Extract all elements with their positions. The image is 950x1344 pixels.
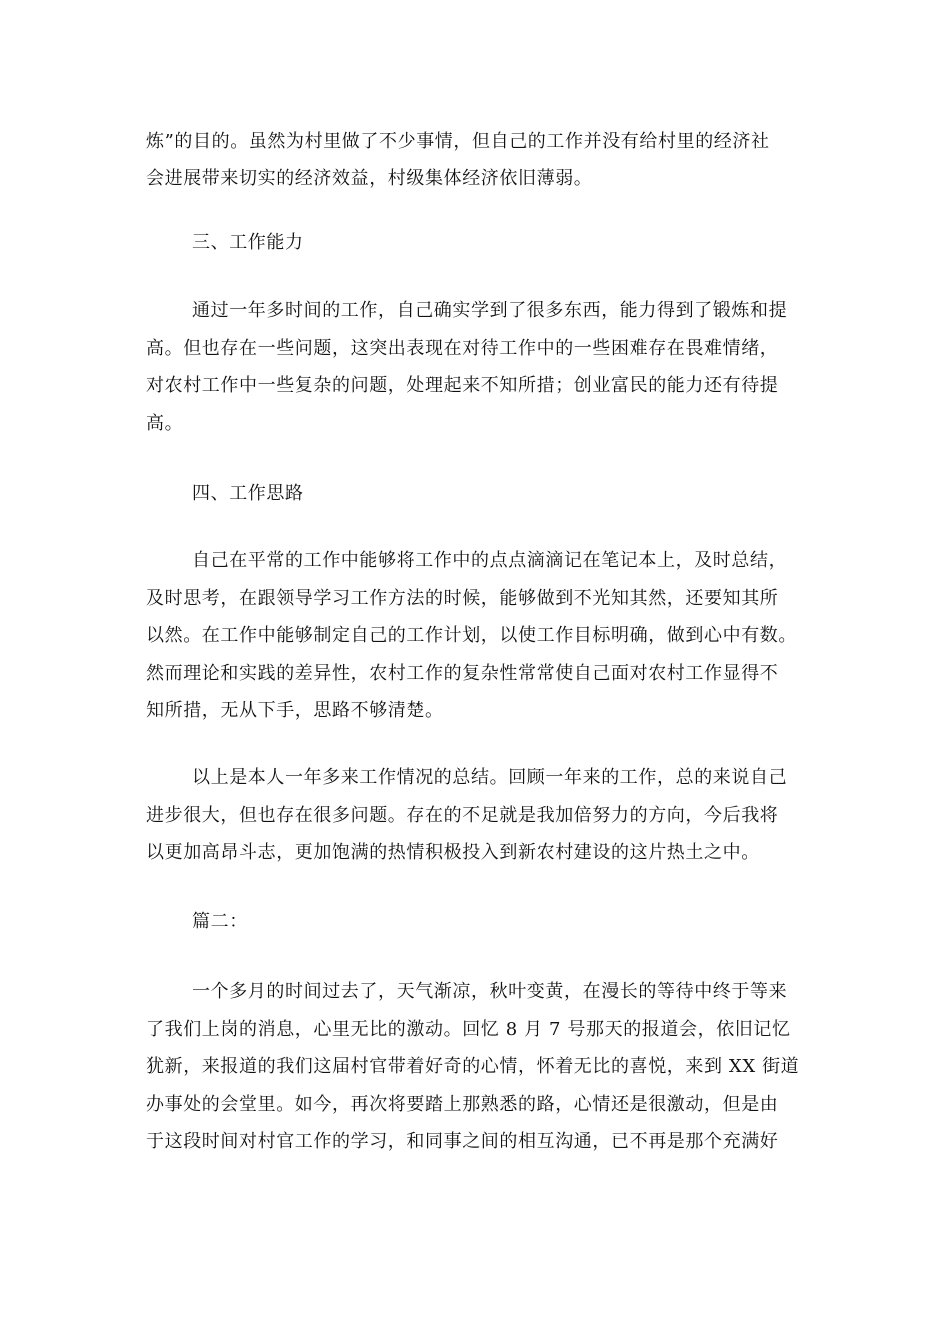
paragraph-line: 高。: [146, 413, 184, 434]
part-heading: 篇二：: [192, 911, 248, 932]
paragraph-line: 进步很大，但也存在很多问题。存在的不足就是我加倍努力的方向，今后我将: [146, 805, 779, 826]
paragraph-line: 及时思考，在跟领导学习工作方法的时候，能够做到不光知其然，还要知其所: [146, 588, 779, 609]
section-heading: 三、工作能力: [192, 232, 304, 253]
paragraph-line: 以更加高昂斗志，更加饱满的热情积极投入到新农村建设的这片热土之中。: [146, 842, 760, 863]
paragraph-line: 然而理论和实践的差异性，农村工作的复杂性常常使自己面对农村工作显得不: [146, 663, 779, 684]
paragraph-line: 于这段时间对村官工作的学习，和同事之间的相互沟通，已不再是那个充满好: [146, 1131, 779, 1152]
section-heading: 四、工作思路: [192, 483, 304, 504]
paragraph-line: 以上是本人一年多来工作情况的总结。回顾一年来的工作，总的来说自己: [192, 767, 788, 788]
paragraph-line: 办事处的会堂里。如今，再次将要踏上那熟悉的路，心情还是很激动，但是由: [146, 1094, 779, 1115]
paragraph-line: 通过一年多时间的工作，自己确实学到了很多东西，能力得到了锻炼和提: [192, 300, 788, 321]
paragraph-line: 对农村工作中一些复杂的问题，处理起来不知所措；创业富民的能力还有待提: [146, 375, 779, 396]
paragraph-line: 犹新，来报道的我们这届村官带着好奇的心情，怀着无比的喜悦，来到 XX 街道: [146, 1056, 800, 1077]
paragraph-line: 知所措，无从下手，思路不够清楚。: [146, 700, 444, 721]
paragraph-line: 了我们上岗的消息，心里无比的激动。回忆 8 月 7 号那天的报道会，依旧记忆: [146, 1019, 791, 1040]
paragraph-line: 一个多月的时间过去了，天气渐凉，秋叶变黄，在漫长的等待中终于等来: [192, 981, 788, 1002]
paragraph-line: 会进展带来切实的经济效益，村级集体经济依旧薄弱。: [146, 168, 593, 189]
paragraph-line: 炼”的目的。虽然为村里做了不少事情，但自己的工作并没有给村里的经济社: [146, 131, 770, 152]
paragraph-line: 自己在平常的工作中能够将工作中的点点滴滴记在笔记本上，及时总结，: [192, 550, 788, 571]
paragraph-line: 以然。在工作中能够制定自己的工作计划，以使工作目标明确，做到心中有数。: [146, 625, 797, 646]
paragraph-line: 高。但也存在一些问题，这突出表现在对待工作中的一些困难存在畏难情绪，: [146, 338, 779, 359]
